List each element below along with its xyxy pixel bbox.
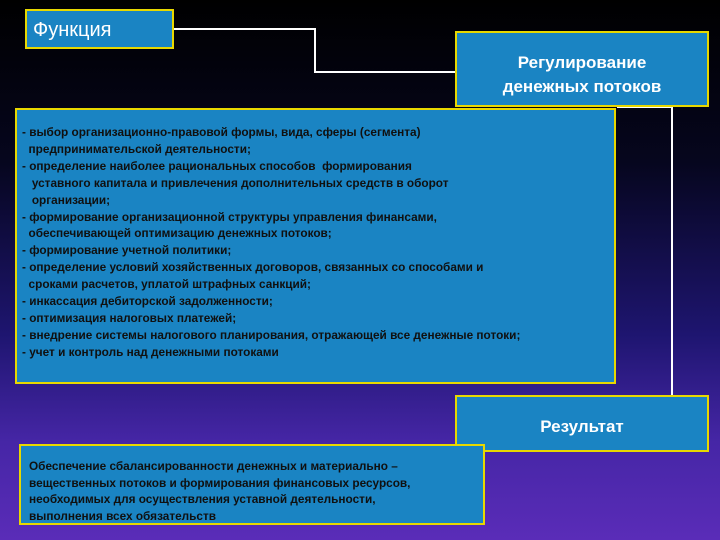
measure-line: уставного капитала и привлечения дополнительных средств в оборот [22,175,449,190]
measure-line: - оптимизация налоговых платежей; [22,310,237,325]
result-title: Результат [540,417,624,436]
regulation-box [455,31,709,107]
regulation-title: Регулирование денежных потоков [502,53,662,96]
measures-list [17,110,614,361]
measure-line: - формирование организационной структуры управления финансами, [22,209,437,224]
measure-line: - выбор организационно-правовой формы, вида, сферы (сегмента) [22,125,421,139]
measures-box [15,108,616,384]
connector-regulation-to-result [617,107,672,395]
measure-line: сроками расчетов, уплатой штрафных санкций; [22,277,311,292]
function-box [25,9,174,49]
measure-line: - формирование учетной политики; [22,243,232,258]
measure-line: обеспечивающей оптимизацию денежных потоков; [22,226,332,241]
measure-line: организации; [22,192,111,207]
measure-line: - учет и контроль над денежными потоками [22,344,279,359]
connector-function-to-regulation [174,29,455,72]
measure-line: - инкассация дебиторской задолженности; [22,294,273,309]
outcome-box [19,444,485,525]
measure-line: предпринимательской деятельности; [22,141,251,156]
result-box [455,395,709,452]
function-label: Функция [33,19,112,41]
measure-line: - определение условий хозяйственных договоров, связанных со способами и [22,260,484,275]
outcome-text: Обеспечение сбалансированности денежных и материально – вещественных потоков и формирования финансовых ресурсов, необходимых для осуществления уставной деятельности, выполнения всех обязательств [29,459,411,523]
measure-line: - внедрение системы налогового планирования, отражающей все денежные потоки; [22,327,521,342]
measure-line: - определение наиболее рациональных способов формирования [22,158,412,173]
